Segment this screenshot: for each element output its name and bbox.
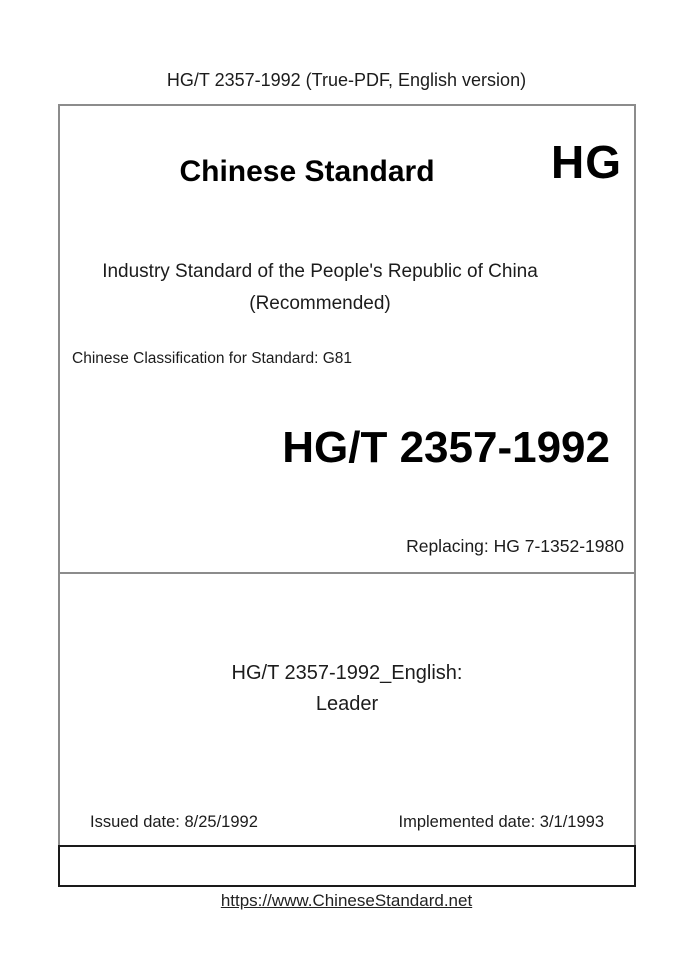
english-title-line-1: HG/T 2357-1992_English: [231, 662, 463, 684]
english-title [60, 658, 634, 720]
brand-title: Chinese Standard [179, 155, 435, 188]
document-header-title: HG/T 2357-1992 (True-PDF, English version) [166, 70, 527, 90]
subtitle-line-1: Industry Standard of the People's Republic of China [102, 261, 538, 282]
footer-link[interactable]: https://www.ChineseStandard.net [220, 891, 473, 910]
classification-label: Chinese Classification for Standard: G81 [72, 350, 353, 367]
document-footer [0, 890, 693, 912]
cover-subtitle [60, 256, 634, 320]
brand-code: HG [551, 136, 622, 188]
issued-date: Issued date: 8/25/1992 [90, 813, 258, 831]
english-title-line-2: Leader [315, 693, 379, 715]
empty-strip-box [58, 845, 636, 887]
cover-box [58, 104, 636, 574]
dates-row [60, 812, 634, 833]
implemented-date: Implemented date: 3/1/1993 [398, 813, 604, 831]
subtitle-line-2: (Recommended) [249, 293, 391, 314]
detail-box [58, 574, 636, 845]
standard-number: HG/T 2357-1992 [282, 423, 610, 472]
replacing-note: Replacing: HG 7-1352-1980 [406, 536, 624, 556]
